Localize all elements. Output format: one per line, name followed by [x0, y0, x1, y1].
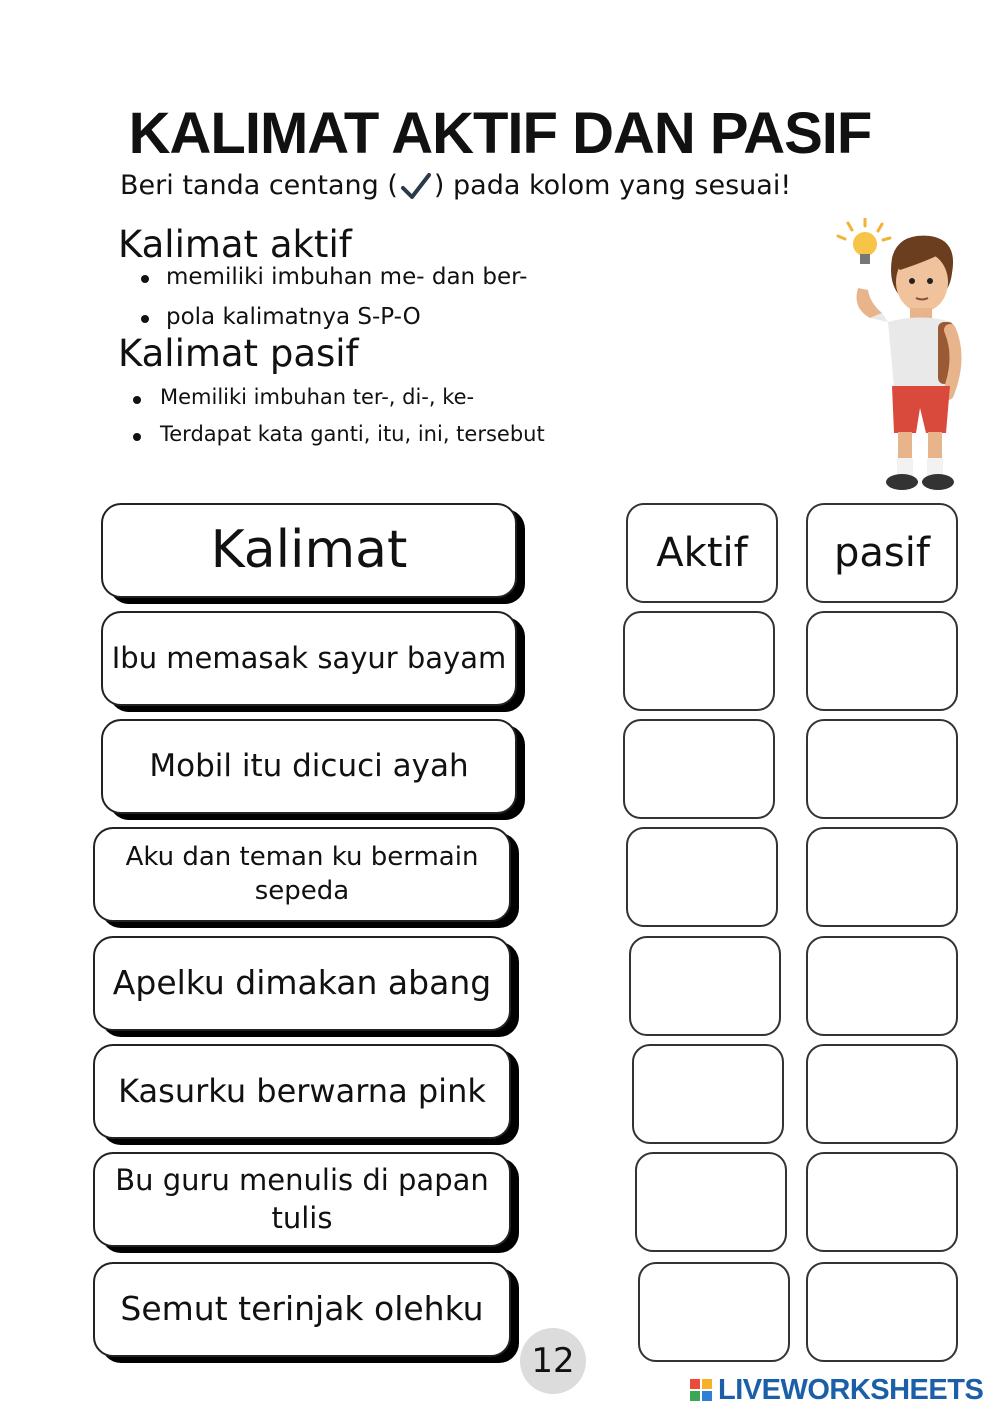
page-number: 12 — [520, 1328, 586, 1394]
passive-checkbox[interactable] — [806, 1044, 958, 1144]
page-title: KALIMAT AKTIF DAN PASIF — [128, 101, 872, 166]
sentence-row: Semut terinjak olehku — [93, 1262, 511, 1357]
active-rules-list — [166, 262, 527, 342]
passive-heading: Kalimat pasif — [118, 332, 359, 375]
passive-rule: Memiliki imbuhan ter-, di-, ke- — [160, 383, 545, 420]
sentence-row: Kasurku berwarna pink — [93, 1044, 511, 1139]
sentence-row: Mobil itu dicuci ayah — [101, 719, 517, 814]
sentence-row: Apelku dimakan abang — [93, 936, 511, 1031]
passive-checkbox[interactable] — [806, 1262, 958, 1362]
active-checkbox[interactable] — [632, 1044, 784, 1144]
instruction — [120, 170, 900, 202]
active-heading: Kalimat aktif — [118, 223, 352, 266]
passive-checkbox[interactable] — [806, 827, 958, 927]
passive-rule: Terdapat kata ganti, itu, ini, tersebut — [160, 420, 545, 457]
active-checkbox[interactable] — [626, 827, 778, 927]
sentence-row: Bu guru menulis di papan tulis — [93, 1152, 511, 1247]
instruction-text-end: ) pada kolom yang sesuai! — [433, 170, 792, 201]
passive-checkbox[interactable] — [806, 1152, 958, 1252]
sentence-row: Ibu memasak sayur bayam — [101, 611, 517, 706]
passive-rules-list — [160, 383, 545, 457]
boy-with-lightbulb-icon — [830, 218, 970, 493]
sentence-row: Aku dan teman ku bermain sepeda — [93, 827, 511, 922]
active-rule: pola kalimatnya S-P-O — [166, 302, 527, 342]
active-checkbox[interactable] — [623, 719, 775, 819]
instruction-text-start: Beri tanda centang ( — [120, 170, 398, 201]
active-checkbox[interactable] — [623, 611, 775, 711]
active-rule: memiliki imbuhan me- dan ber- — [166, 262, 527, 302]
sentence-column-header: Kalimat — [101, 503, 517, 598]
passive-checkbox[interactable] — [806, 936, 958, 1036]
liveworksheets-logo-icon — [690, 1379, 712, 1401]
check-icon — [400, 172, 432, 202]
active-column-header: Aktif — [626, 503, 778, 603]
active-checkbox[interactable] — [638, 1262, 790, 1362]
active-checkbox[interactable] — [635, 1152, 787, 1252]
passive-checkbox[interactable] — [806, 611, 958, 711]
active-checkbox[interactable] — [629, 936, 781, 1036]
brand-logo — [690, 1372, 983, 1408]
passive-column-header: pasif — [806, 503, 958, 603]
passive-checkbox[interactable] — [806, 719, 958, 819]
brand-name: LIVEWORKSHEETS — [718, 1373, 984, 1406]
